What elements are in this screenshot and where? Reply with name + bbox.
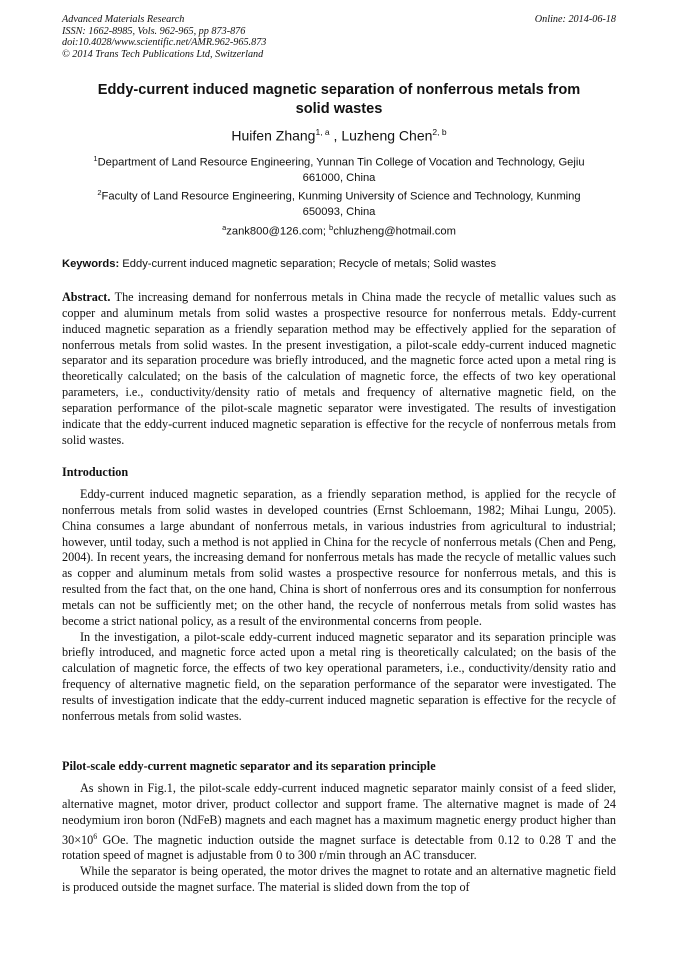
affiliation-1-line-2: 661000, China	[302, 171, 376, 184]
affiliation-1-line-1: Department of Land Resource Engineering, Yunnan Tin College of Vocation and Technology, Gejiu	[97, 156, 585, 169]
exponent-6: 6	[93, 831, 98, 841]
affiliation-2-mark: 2	[97, 188, 102, 197]
email-b: chluzheng@hotmail.com	[333, 225, 456, 238]
introduction-section	[62, 487, 616, 725]
author-1-affiliation-mark: 1, a	[315, 127, 330, 137]
pilot-paragraph-1-part-b: GOe. The magnetic induction outside the magnet surface is detectable from 0.12 to 0.28 T and the rotation speed of magnet is adjustable from 0 to 300 r/min through an AC transducer.	[62, 832, 616, 863]
email-a: zank800@126.com;	[226, 225, 330, 238]
affiliation-2-line-1: Faculty of Land Resource Engineering, Kunming University of Science and Technology, Kunming	[101, 190, 581, 203]
affiliation-2	[62, 185, 616, 220]
email-b-mark: b	[329, 223, 334, 232]
pilot-paragraph-1	[62, 781, 616, 864]
keywords-label: Keywords:	[62, 258, 120, 270]
pilot-paragraph-1-part-a: As shown in Fig.1, the pilot-scale eddy-current induced magnetic separator mainly consist of a feed slider, alternative magnet, motor driver, product collector and support frame. The alternative magnet is made of 24 neodymium iron boron (NdFeB) magnets and each magnet has a maximum magnetic energy product higher than 30×10	[62, 781, 616, 847]
author-2-affiliation-mark: 2, b	[432, 127, 447, 137]
journal-issn: ISSN: 1662-8985, Vols. 962-965, pp 873-876	[62, 25, 246, 37]
author-separator: ,	[329, 127, 342, 144]
affiliation-1-mark: 1	[93, 154, 98, 163]
journal-doi: doi:10.4028/www.scientific.net/AMR.962-965.873	[62, 37, 267, 48]
paper-title-line-2: solid wastes	[295, 101, 383, 117]
journal-header	[62, 14, 616, 60]
paper-title	[62, 81, 616, 119]
introduction-paragraph-2: In the investigation, a pilot-scale eddy-current induced magnetic separator and its separation principle was briefly introduced, and magnetic force acted upon a metal ring is theoretically calculated; on the basis of the calculation of magnetic force, the effects of two key operational parameters, i.e., conductivity/density ratio and frequency of alternative magnetic field, on the separation performance of the separator were investigated. The results of investigation indicate that the eddy-current induced magnetic separation is effective for the recycle of nonferrous metals from solid wastes.	[62, 629, 616, 723]
introduction-paragraph-1: Eddy-current induced magnetic separation, as a friendly separation method, is applied for the recycle of nonferrous metals from solid wastes in developed countries (Ernst Schloemann, 1982; Mihai Lungu, 2005). China consumes a large abundant of nonferrous metals, in various industries from agricultural to industrial; however, until today, such a method is not applied in China for the recycle of nonferrous metals (Chen and Peng, 2004). In recent years, the increasing demand for nonferrous metals has made the recycle of metallic values such as copper and aluminum metals from solid wastes a prospective resource for nonferrous metals, and this is resulted from the fact that, on the one hand, China is short of nonferrous ores and its consumption for nonferrous metals can not be sufficiently met; on the other hand, the recycle of nonferrous metals from solid wastes has become a strict national policy, as a result of the environmental concerns from people.	[62, 487, 616, 628]
paper-title-line-1: Eddy-current induced magnetic separation of nonferrous metals from	[97, 82, 581, 98]
abstract-label: Abstract.	[62, 290, 111, 304]
section-heading-introduction: Introduction	[62, 465, 129, 479]
journal-name: Advanced Materials Research	[62, 14, 185, 25]
keywords-text: Eddy-current induced magnetic separation; Recycle of metals; Solid wastes	[119, 258, 497, 270]
author-1: Huifen Zhang	[231, 127, 316, 144]
section-heading-pilot-scale: Pilot-scale eddy-current magnetic separator and its separation principle	[62, 759, 436, 773]
author-emails	[62, 220, 616, 240]
affiliation-2-line-2: 650093, China	[302, 205, 376, 218]
author-list	[62, 124, 616, 145]
pilot-scale-section	[62, 781, 616, 896]
email-a-mark: a	[222, 223, 227, 232]
affiliation-1	[62, 151, 616, 186]
abstract	[62, 290, 616, 448]
journal-copyright: © 2014 Trans Tech Publications Ltd, Switzerland	[62, 48, 264, 60]
keywords	[62, 257, 616, 271]
online-date: Online: 2014-06-18	[534, 14, 616, 25]
author-2: Luzheng Chen	[341, 127, 433, 144]
pilot-paragraph-2: While the separator is being operated, the motor drives the magnet to rotate and an alternative magnetic field is produced outside the magnet surface. The material is slided down from the top of	[62, 864, 616, 895]
abstract-text: The increasing demand for nonferrous metals in China made the recycle of metallic values such as copper and aluminum metals from solid wastes a prospective resource for nonferrous metals. Eddy-current induced magnetic separation as a friendly separation method may be effectively applied for the separation of nonferrous metals from solid wastes. In the present investigation, a pilot-scale eddy-current induced magnetic separator and its separation procedure was briefly introduced, and the magnetic force acted upon a metal ring is theoretically calculated; on the basis of the calculation of magnetic force, the effects of two key operational parameters, i.e., conductivity/density ratio of metals and frequency of alternative magnetic field, on the separation performance of the pilot-scale magnetic separator were investigated. The results of investigation indicate that the eddy-current induced magnetic separation is effective for the recycle of nonferrous metals from solid wastes.	[62, 290, 616, 447]
